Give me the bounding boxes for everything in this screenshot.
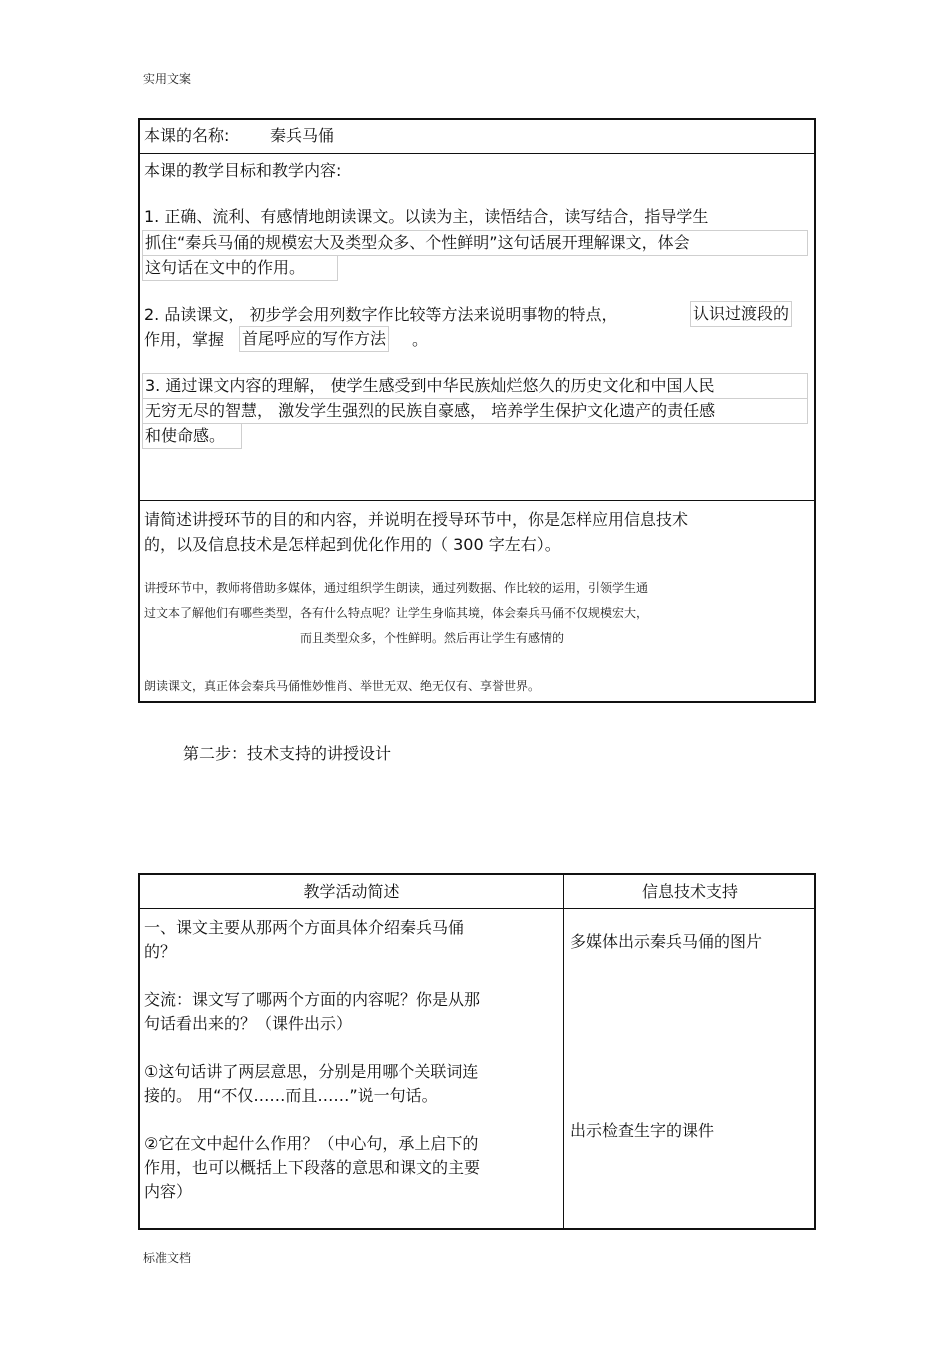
goal2-transition: 认识过渡段的 [690, 301, 792, 327]
teaching-process-row [140, 501, 814, 701]
activity-p3-line1: ①这句话讲了两层意思，分别是用哪个关联词连 [144, 1062, 479, 1081]
answer-line4: 朗读课文，真正体会秦兵马俑惟妙惟肖、举世无双、绝无仅有、享誉世界。 [144, 679, 541, 693]
goal2-method: 首尾呼应的写作方法 [239, 326, 389, 352]
activity-p1-line1: 一、课文主要从那两个方面具体介绍秦兵马俑 [144, 918, 465, 937]
column-divider [563, 875, 564, 1228]
page-footer: 标准文档 [143, 1251, 192, 1265]
answer-line3: 而且类型众多，个性鲜明。然后再让学生有感情的 [300, 631, 565, 645]
support-item-images: 多媒体出示秦兵马俑的图片 [570, 932, 763, 951]
activity-p2-line1: 交流：课文写了哪两个方面的内容呢？你是从那 [144, 990, 481, 1009]
goal3-line1: 3. 通过课文内容的理解， 使学生感受到中华民族灿烂悠久的历史文化和中国人民 [142, 373, 808, 399]
activity-p2-line2: 句话看出来的？（课件出示） [144, 1014, 353, 1033]
goal3-line3: 和使命感。 [142, 423, 242, 449]
lesson-name-label: 本课的名称: [144, 126, 230, 145]
activity-p4-line2: 作用，也可以概括上下段落的意思和课文的主要 [144, 1158, 481, 1177]
answer-line1: 讲授环节中，教师将借助多媒体，通过组织学生朗读，通过列数据、作比较的运用，引领学生通 [144, 581, 649, 595]
goal2-line1: 2. 品读课文， 初步学会用列数字作比较等方法来说明事物的特点， [144, 305, 618, 324]
lesson-info-table [138, 118, 816, 703]
goal1-line1: 1. 正确、流利、有感情地朗读课文。以读为主，读悟结合，读写结合，指导学生 [144, 207, 709, 226]
col-header-tech-support: 信息技术支持 [641, 882, 738, 901]
lesson-name-value: 秦兵马俑 [270, 126, 335, 145]
goal3-line2: 无穷无尽的智慧， 激发学生强烈的民族自豪感， 培养学生保护文化遗产的责任感 [142, 398, 808, 424]
activity-p1-line2: 的？ [144, 942, 177, 961]
question-line1: 请简述讲授环节的目的和内容，并说明在授导环节中，你是怎样应用信息技术 [144, 510, 689, 529]
question-line2: 的，以及信息技术是怎样起到优化作用的（ 300 字左右）。 [144, 535, 561, 554]
goal2-line2: 作用，掌握 [144, 330, 225, 349]
activity-table [138, 873, 816, 1230]
step-title: 第二步：技术支持的讲授设计 [183, 744, 392, 763]
goal1-line2: 抓住“秦兵马俑的规模宏大及类型众多、个性鲜明”这句话展开理解课文，体会 [142, 230, 808, 256]
goals-title: 本课的教学目标和教学内容: [144, 161, 342, 180]
goal2-end: 。 [412, 330, 429, 349]
page-header: 实用文案 [143, 72, 192, 86]
activity-p4-line3: 内容） [144, 1182, 193, 1201]
activity-p4-line1: ②它在文中起什么作用？（中心句，承上启下的 [144, 1134, 479, 1153]
activity-p3-line2: 接的。 用“不仅……而且……”说一句话。 [144, 1086, 438, 1105]
lesson-name-row [140, 120, 814, 154]
activity-table-header [140, 875, 814, 909]
support-item-characters: 出示检查生字的课件 [570, 1121, 715, 1140]
goal1-line3: 这句话在文中的作用。 [142, 255, 338, 281]
col-header-activity: 教学活动简述 [303, 882, 400, 901]
answer-line2: 过文本了解他们有哪些类型，各有什么特点呢？让学生身临其境，体会秦兵马俑不仅规模宏大， [144, 606, 649, 620]
goals-row [140, 154, 814, 501]
